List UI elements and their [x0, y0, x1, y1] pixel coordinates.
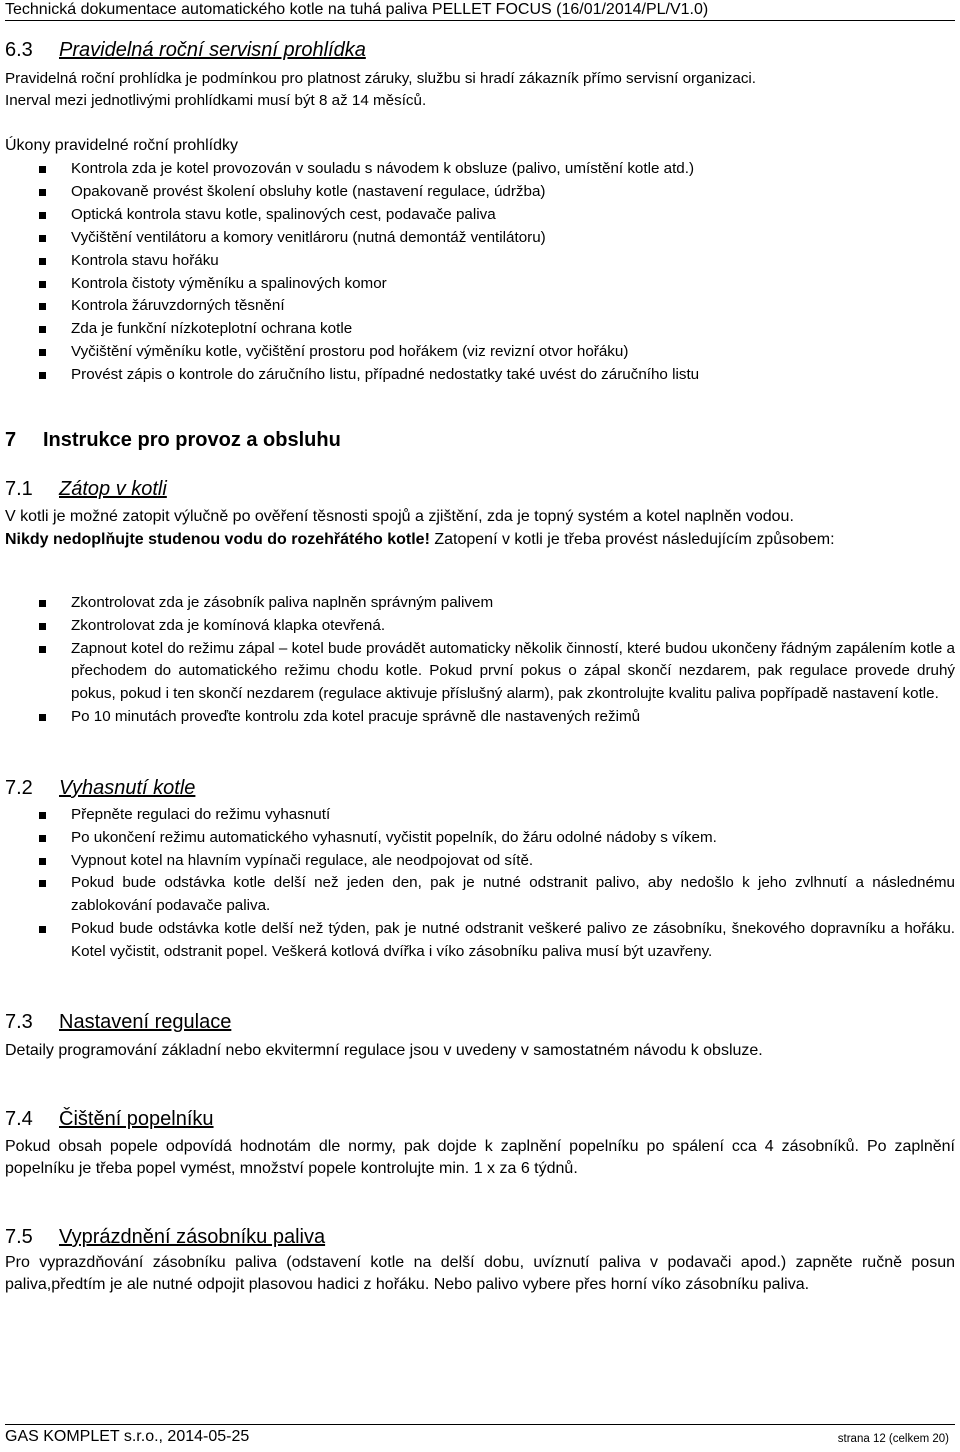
bullet-icon: [39, 714, 46, 721]
section-7-4: [5, 1107, 955, 1180]
list-item: Zkontrolovat zda je zásobník paliva naplněn správným palivem: [5, 592, 955, 615]
section-7-3: [5, 1010, 955, 1062]
bullet-icon: [39, 349, 46, 356]
list-item: Kontrola čistoty výměníku a spalinových komor: [5, 273, 955, 296]
bullet-icon: [39, 281, 46, 288]
page-footer: [5, 1424, 955, 1452]
paragraph: Pro vyprazdňování zásobníku paliva (odstavení kotle na delší dobu, uvíznutí paliva v podavači apod.) zapněte ručně posun paliva,předtím je ale nutné odpojit plasovou hadici z hořáku. Nebo palivo vybere přes horní víko zásobníku paliva.: [5, 1254, 955, 1293]
section-7-2: [5, 776, 955, 964]
bullet-icon: [39, 646, 46, 653]
section-heading: [5, 776, 955, 800]
section-heading: [5, 1010, 955, 1034]
footer-company: GAS KOMPLET s.r.o., 2014-05-25: [5, 1428, 250, 1445]
list-item: Optická kontrola stavu kotle, spalinových cest, podavače paliva: [5, 204, 955, 227]
list-item: Kontrola stavu hořáku: [5, 250, 955, 273]
paragraph: Pokud obsah popele odpovídá hodnotám dle normy, pak dojde k zaplnění popelníku po spálení cca 4 zásobníků. Po zaplnění popelníku je třeba popel vymést, množství popele kontrolujte min. 1 x za 6 týdnů.: [5, 1138, 955, 1177]
section-number: 6.3: [5, 39, 33, 61]
subheading: Úkony pravidelné roční prohlídky: [5, 137, 239, 154]
list-item: Po 10 minutách proveďte kontrolu zda kotel pracuje správně dle nastavených režimů: [5, 706, 955, 729]
section-title: Nastavení regulace: [59, 1011, 232, 1033]
warning-text: Nikdy nedoplňujte studenou vodu do rozehřátého kotle!: [5, 531, 430, 548]
bullet-icon: [39, 858, 46, 865]
list-item: Přepněte regulaci do režimu vyhasnutí: [5, 804, 955, 827]
section-7-5: [5, 1225, 955, 1296]
step-list: [5, 592, 955, 729]
bullet-icon: [39, 812, 46, 819]
section-title: Vyhasnutí kotle: [59, 777, 196, 799]
section-6-3-tasks: [5, 134, 955, 387]
section-title: Zátop v kotli: [59, 478, 167, 500]
section-title: Vyprázdnění zásobníku paliva: [59, 1226, 326, 1248]
list-item: Zapnout kotel do režimu zápal – kotel bude provádět automaticky několik činností, které budou ukončeny řádným zapálením kotle a přechodem do automatického režimu chodu kotle. Pokud první pokus o zápal skončí nezdarem, pak regulace provede druhý pokus, pokud i ten skončí nezdarem (regulace aktivuje příslušný alarm), pak zkontrolujte kvalitu paliva popřípadě nastavení kotle.: [5, 638, 955, 706]
bullet-icon: [39, 326, 46, 333]
chapter-heading: [5, 428, 955, 452]
list-item: Pokud bude odstávka kotle delší než jeden den, pak je nutné odstranit palivo, aby nedošlo k jeho zvlhnutí a následnému zablokování podavače paliva.: [5, 872, 955, 918]
list-item: Opakovaně provést školení obsluhy kotle (nastavení regulace, údržba): [5, 181, 955, 204]
section-7-1: [5, 477, 955, 551]
bullet-icon: [39, 926, 46, 933]
list-item: Vyčištění výměníku kotle, vyčištění prostoru pod hořákem (viz revizní otvor hořáku): [5, 341, 955, 364]
paragraph-line: Inerval mezi jednotlivými prohlídkami musí být 8 až 14 měsíců.: [5, 92, 427, 109]
bullet-icon: [39, 235, 46, 242]
section-6-3: [5, 38, 955, 62]
section-title: Čištění popelníku: [59, 1108, 214, 1130]
list-item: Provést zápis o kontrole do záručního listu, případné nedostatky také uvést do záručního listu: [5, 364, 955, 387]
bullet-icon: [39, 623, 46, 630]
bullet-icon: [39, 880, 46, 887]
bullet-icon: [39, 212, 46, 219]
bullet-icon: [39, 189, 46, 196]
section-number: 7.3: [5, 1011, 33, 1033]
section-number: 7.5: [5, 1226, 33, 1248]
list-item: Vyčištění ventilátoru a komory venitlároru (nutná demontáž ventilátoru): [5, 227, 955, 250]
section-heading: [5, 1107, 955, 1131]
section-number: 7.1: [5, 478, 33, 500]
bullet-icon: [39, 600, 46, 607]
list-item: Zda je funkční nízkoteplotní ochrana kotle: [5, 318, 955, 341]
list-item: Pokud bude odstávka kotle delší než týden, pak je nutné odstranit veškeré palivo ze zásobníku, šnekového dopravníku a hořáku. Kotel vyčistit, odstranit popel. Veškerá kotlová dvířka i víko zásobníku paliva musí být uzavřeny.: [5, 918, 955, 964]
section-7: [5, 428, 955, 452]
section-title: Pravidelná roční servisní prohlídka: [59, 39, 366, 61]
step-list: [5, 804, 955, 964]
section-number: 7.4: [5, 1108, 33, 1130]
list-item: Zkontrolovat zda je komínová klapka otevřená.: [5, 615, 955, 638]
section-6-3-body: [5, 68, 955, 112]
chapter-title: Instrukce pro provoz a obsluhu: [43, 429, 341, 451]
bullet-icon: [39, 835, 46, 842]
bullet-icon: [39, 372, 46, 379]
list-item: Kontrola žáruvzdorných těsnění: [5, 295, 955, 318]
list-item: Po ukončení režimu automatického vyhasnutí, vyčistit popelník, do žáru odolné nádoby s víkem.: [5, 827, 955, 850]
section-heading: [5, 38, 955, 62]
paragraph-line: Pravidelná roční prohlídka je podmínkou pro platnost záruky, službu si hradí zákazník přímo servisní organizaci.: [5, 70, 757, 87]
bullet-icon: [39, 303, 46, 310]
paragraph: Detaily programování základní nebo ekvitermní regulace jsou v uvedeny v samostatném návodu k obsluze.: [5, 1042, 763, 1059]
paragraph: Nikdy nedoplňujte studenou vodu do rozehřátého kotle! Zatopení v kotli je třeba provést následujícím způsobem:: [5, 531, 835, 548]
list-item: Vypnout kotel na hlavním vypínači regulace, ale neodpojovat od sítě.: [5, 850, 955, 873]
page-header: Technická dokumentace automatického kotle na tuhá paliva PELLET FOCUS (16/01/2014/PL/V1.0): [5, 0, 955, 21]
bullet-icon: [39, 258, 46, 265]
section-heading: [5, 477, 955, 501]
bullet-icon: [39, 166, 46, 173]
task-list: [5, 158, 955, 387]
section-number: 7.2: [5, 777, 33, 799]
paragraph: V kotli je možné zatopit výlučně po ověření těsnosti spojů a zjištění, zda je topný systém a kotel naplněn vodou.: [5, 508, 794, 525]
section-7-1-steps: [5, 592, 955, 729]
chapter-number: 7: [5, 429, 17, 451]
list-item: Kontrola zda je kotel provozován v souladu s návodem k obsluze (palivo, umístění kotle atd.): [5, 158, 955, 181]
footer-page-number: strana 12 (celkem 20): [837, 1433, 949, 1445]
section-heading: [5, 1225, 955, 1249]
